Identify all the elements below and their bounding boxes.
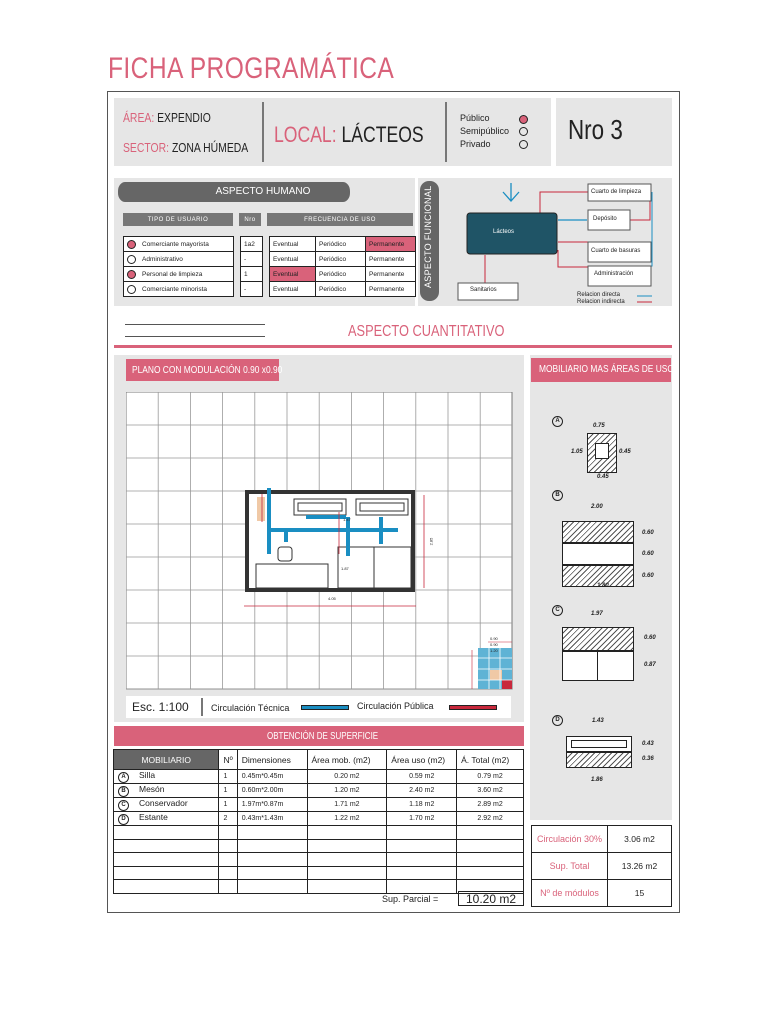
cell-dim: 1.97m*0.87m [237,798,307,812]
freq-eventual: Eventual [270,252,316,267]
usuario-cell [124,237,234,252]
empty-cell [307,853,387,867]
mobiliario-cell [114,784,219,798]
dim-a-side: 1.05 [571,449,583,455]
usuario-nro: 1 [241,267,263,282]
area-value: EXPENDIO [157,110,211,125]
dim-c-right: 0.60 [644,635,656,641]
cell-n: 1 [219,784,237,798]
row-mobiliario: Estante [139,812,168,822]
cell-total: 2.89 m2 [457,798,524,812]
row-mobiliario: Mesón [139,784,165,794]
usuario-radio[interactable] [127,240,136,249]
aspecto-funcional-title: ASPECTO FUNCIONAL [423,185,433,288]
radio-semipublico[interactable] [519,127,528,136]
mobiliario-cell [114,770,219,784]
radio-privado[interactable] [519,140,528,149]
dim-c-right: 0.87 [644,662,656,668]
usuario-tipo: Administrativo [142,255,183,263]
accent-rule [114,345,672,348]
col-frecuencia: FRECUENCIA DE USO [267,213,413,226]
superficie-row [114,812,524,826]
modulos-value: 15 [608,880,672,907]
freq-periodico: Periódico [316,252,366,267]
col-mobiliario: MOBILIARIO [114,750,219,770]
empty-cell [219,826,237,840]
empty-cell [387,853,457,867]
empty-cell [457,826,524,840]
furniture-meson [562,543,634,565]
circ-publica-label: Circulación Pública [357,701,434,711]
dim-a-top: 0.75 [593,423,605,429]
radio-publico[interactable] [519,115,528,124]
conservador-divider [597,651,598,681]
freq-permanente: Permanente [366,237,416,252]
dim-d-bottom: 1.86 [591,777,603,783]
freq-periodico: Periódico [316,237,366,252]
row-mobiliario: Conservador [139,798,188,808]
dim-label: 1.87 [341,566,349,571]
node-cuarto-basuras: Cuarto de basuras [591,248,641,254]
row-letter: B [118,786,129,797]
empty-cell [307,826,387,840]
circulacion-value: 3.06 m2 [608,826,672,853]
floor-plan [126,392,514,692]
cell-total: 0.79 m2 [457,770,524,784]
empty-cell [237,866,307,880]
dim-label: 1.47 [343,517,351,522]
usuario-nro: - [241,252,263,267]
divider [445,102,447,162]
empty-cell [237,880,307,894]
row-mobiliario: Silla [139,770,156,780]
freq-periodico: Periódico [316,282,366,297]
dim-b-bottom: 1.80 [597,583,609,589]
usuario-row [124,267,416,282]
sup-total-value: 13.26 m2 [608,853,672,880]
empty-cell [219,853,237,867]
legend-direct: Relacion directa [577,292,621,298]
cell-dim: 0.60m*2.00m [237,784,307,798]
superficie-row [114,798,524,812]
freq-eventual: Eventual [270,282,316,297]
letter-a: A [552,416,563,427]
cell-dim: 0.43m*1.43m [237,812,307,826]
usuario-radio[interactable] [127,285,136,294]
sup-parcial-label: Sup. Parcial = [382,894,439,904]
dim-label: 2.85 [428,537,434,546]
usuario-row [124,252,416,267]
cell-n: 1 [219,798,237,812]
node-administracion: Administración [594,271,634,277]
conservador-use [562,627,634,651]
cell-mob: 1.20 m2 [307,784,387,798]
circ-tecnica-label: Circulación Técnica [211,703,290,713]
dim-label: 0.90 [490,636,498,641]
empty-cell [219,866,237,880]
dim-a-bottom: 0.45 [597,474,609,480]
col-area-total: Á. Total (m2) [457,750,524,770]
cell-uso: 1.18 m2 [387,798,457,812]
usuario-tipo: Personal de limpieza [142,270,203,278]
rule [125,324,265,325]
sector-value: ZONA HÚMEDA [171,140,249,155]
usuario-radio[interactable] [127,255,136,264]
row-letter: D [118,814,129,825]
area-row [123,110,211,125]
meson-use-top [562,521,634,543]
aspecto-humano-title: ASPECTO HUMANO [215,186,311,197]
cell-uso: 0.59 m2 [387,770,457,784]
empty-cell [387,880,457,894]
empty-cell [307,866,387,880]
freq-permanente: Permanente [366,267,416,282]
empty-cell [114,826,219,840]
empty-cell [307,880,387,894]
usuario-cell [124,252,234,267]
usuario-nro: 1a2 [241,237,263,252]
col-area-mob: Área mob. (m2) [307,750,387,770]
humano-table [123,236,416,297]
empty-cell [457,853,524,867]
local-label: LOCAL: [274,122,337,147]
resumen-table [531,825,672,907]
page-title: FICHA PROGRAMÁTICA [108,52,395,85]
superficie-row [114,770,524,784]
cell-uso: 1.70 m2 [387,812,457,826]
mini-dims [490,636,498,654]
circulacion-label: Circulación 30% [532,826,608,853]
local-value: LÁCTEOS [341,122,424,147]
freq-permanente: Permanente [366,282,416,297]
row-letter: A [118,772,129,783]
superficie-row [114,784,524,798]
cell-mob: 1.22 m2 [307,812,387,826]
header-panel [114,98,551,166]
empty-cell [237,839,307,853]
usuario-tipo: Comerciante minorista [142,285,208,293]
sup-parcial-value: 10.20 m2 [466,892,517,906]
mob-item-c [552,598,563,616]
access-publico: Público [460,113,490,123]
dim-b-right: 0.60 [642,530,654,536]
freq-permanente: Permanente [366,252,416,267]
dim-label: 0.90 [490,642,498,647]
node-sanitarios: Sanitarios [470,287,497,293]
letter-c: C [552,605,563,616]
circ-publica-swatch [449,705,497,710]
rule [125,336,265,337]
divider [262,102,264,162]
usuario-nro: - [241,282,263,297]
freq-eventual: Eventual [270,237,316,252]
dim-d-top: 1.43 [592,718,604,724]
usuario-cell [124,267,234,282]
col-dimensiones: Dimensiones [237,750,307,770]
node-deposito: Depósito [593,216,617,222]
empty-cell [219,880,237,894]
usuario-radio[interactable] [127,270,136,279]
mob-item-b [552,483,563,501]
dim-d-right: 0.36 [642,756,654,762]
letter-d: D [552,715,563,726]
local-row [274,122,424,148]
obtencion-title: OBTENCIÓN DE SUPERFICIE [267,731,379,742]
empty-cell [457,866,524,880]
access-list [460,112,509,151]
scale-label: Esc. 1:100 [132,700,189,714]
legend-indirect: Relacion indirecta [577,299,625,305]
superficie-row [114,826,524,840]
dim-c-top: 1.97 [591,611,603,617]
sector-label: SECTOR: [123,140,170,155]
col-tipo: TIPO DE USUARIO [123,213,233,226]
mobiliario-cell [114,798,219,812]
usuario-row [124,282,416,297]
empty-cell [114,866,219,880]
superficie-row [114,839,524,853]
dim-label: 1.20 [490,648,498,653]
dim-b-right: 0.60 [642,573,654,579]
divider [201,698,203,716]
node-lacteos: Lácteos [493,229,515,235]
empty-cell [237,826,307,840]
cell-mob: 1.71 m2 [307,798,387,812]
modulos-label: Nº de módulos [532,880,608,907]
mobiliario-title: MOBILIARIO MAS ÁREAS DE USO [539,363,674,375]
empty-cell [387,826,457,840]
empty-cell [114,839,219,853]
empty-cell [114,853,219,867]
cell-n: 2 [219,812,237,826]
empty-cell [387,866,457,880]
humano-header [123,213,413,226]
row-letter: C [118,800,129,811]
superficie-row [114,866,524,880]
usuario-row [124,237,416,252]
empty-cell [219,839,237,853]
col-n: Nº [219,750,237,770]
empty-cell [457,839,524,853]
node-cuarto-limpieza: Cuarto de limpieza [591,189,642,195]
col-area-uso: Área uso (m2) [387,750,457,770]
superficie-table [113,749,524,894]
circ-tecnica-swatch [301,705,349,710]
access-privado: Privado [460,139,491,149]
access-semipublico: Semipúblico [460,126,510,136]
sup-total-label: Sup. Total [532,853,608,880]
cell-uso: 2.40 m2 [387,784,457,798]
aspecto-cuantitativo-title: ASPECTO CUANTITATIVO [348,323,505,340]
dim-b-top: 2.00 [591,504,603,510]
estante-inner [571,740,627,748]
dim-b-right: 0.60 [642,551,654,557]
dim-label: 4.05 [328,596,336,601]
furniture-conservador [562,651,634,681]
empty-cell [307,839,387,853]
usuario-cell [124,282,234,297]
letter-b: B [552,490,563,501]
nro-value: Nro 3 [568,114,623,145]
sector-row [123,140,248,155]
cell-total: 3.60 m2 [457,784,524,798]
superficie-row [114,853,524,867]
mob-item-d [552,708,563,726]
empty-cell [387,839,457,853]
dim-d-right: 0.43 [642,741,654,747]
cell-dim: 0.45m*0.45m [237,770,307,784]
cell-n: 1 [219,770,237,784]
col-nro: Nro [239,213,261,226]
usuario-tipo: Comerciante mayorista [142,240,209,248]
freq-eventual: Eventual [270,267,316,282]
dim-a-right: 0.45 [619,449,631,455]
estante-use [566,752,632,768]
cell-mob: 0.20 m2 [307,770,387,784]
plano-title: PLANO CON MODULACIÓN 0.90 x0.90 [132,364,283,376]
silla-seat [595,443,609,459]
empty-cell [114,880,219,894]
area-label: ÁREA: [123,110,155,125]
mob-item-a [552,409,563,427]
mobiliario-cell [114,812,219,826]
cell-total: 2.92 m2 [457,812,524,826]
freq-periodico: Periódico [316,267,366,282]
nro-panel [556,98,672,166]
empty-cell [237,853,307,867]
